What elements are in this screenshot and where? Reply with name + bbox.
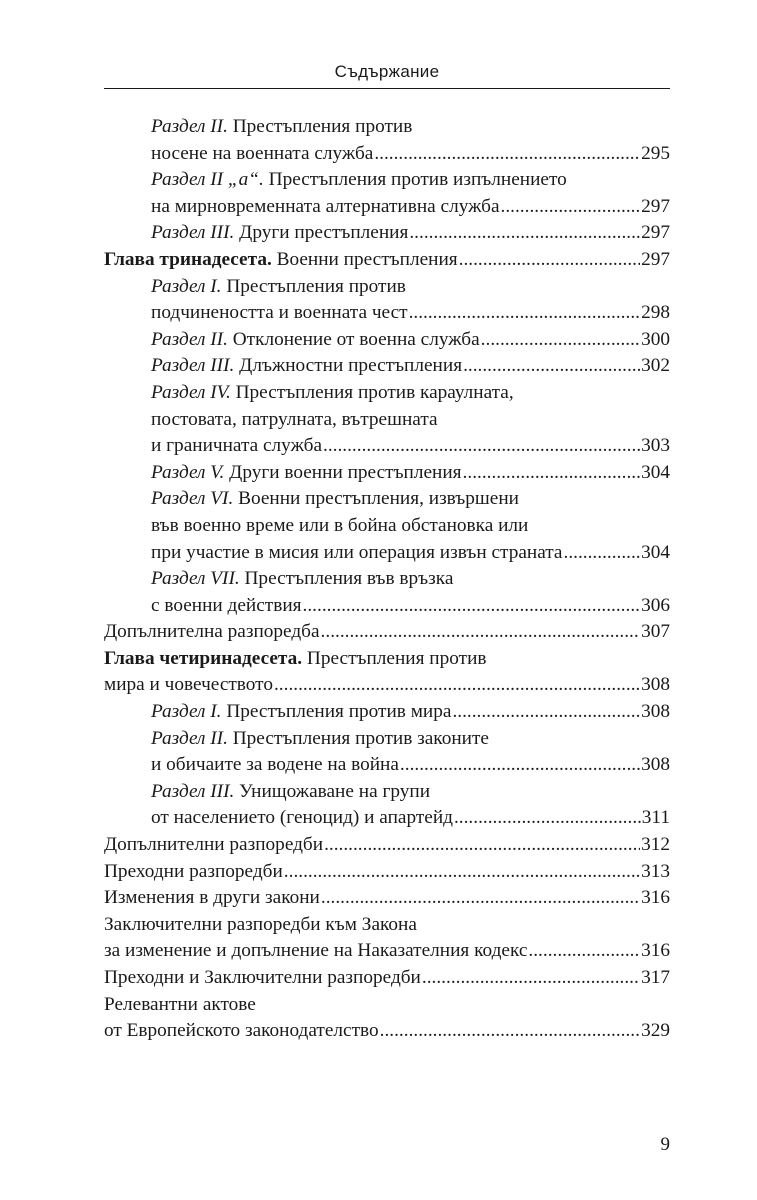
- header-rule: [104, 88, 670, 89]
- toc-page-number: 308: [641, 701, 670, 723]
- toc-entry-text: [151, 327, 480, 354]
- toc-entry: [104, 433, 670, 460]
- dot-leader: [463, 460, 641, 487]
- toc-entry-text: [151, 726, 489, 753]
- toc-entry-title: Допълнителни разпоредби: [104, 834, 324, 856]
- toc-entry: [104, 353, 670, 380]
- toc-page-number: 302: [641, 355, 670, 377]
- toc-entry-text: [151, 460, 462, 487]
- toc-entry: [104, 672, 670, 699]
- toc-entry-text: [104, 619, 320, 646]
- dot-leader: [481, 327, 640, 354]
- toc-entry-text: [151, 752, 399, 779]
- toc-entry-text: [104, 938, 527, 965]
- toc-entry-text: [104, 672, 273, 699]
- toc-entry: [104, 593, 670, 620]
- toc-entry: [104, 938, 670, 965]
- toc-entry: [104, 805, 670, 832]
- section-label: Раздел II.: [151, 328, 228, 350]
- section-label: Раздел VI.: [151, 488, 234, 510]
- toc-entry: [104, 327, 670, 354]
- toc-page-number: 300: [641, 328, 670, 350]
- toc-page-number: 298: [641, 302, 670, 324]
- dot-leader: [321, 885, 640, 912]
- dot-leader: [422, 965, 640, 992]
- toc-entry-text: [104, 965, 421, 992]
- dot-leader: [463, 353, 640, 380]
- toc-entry-title: Престъпления против: [221, 275, 406, 297]
- section-label: Раздел I.: [151, 275, 222, 297]
- toc-entry-title: Престъпления против: [227, 116, 413, 137]
- toc-entry: [104, 513, 670, 540]
- dot-leader: [454, 805, 641, 832]
- toc-entry-title: при участие в мисия или операция извън страната: [151, 541, 563, 563]
- toc-entry-text: [151, 274, 406, 301]
- toc-entry-title: Други военни престъпления: [224, 461, 462, 483]
- toc-entry: [104, 380, 670, 407]
- toc-entry: [104, 300, 670, 327]
- dot-leader: [400, 752, 640, 779]
- toc-entry-title: подчинеността и военната чест: [151, 302, 408, 324]
- toc-entry: [104, 859, 670, 886]
- toc-entry: [104, 885, 670, 912]
- toc-entry-title: от населението (геноцид) и апартейд: [151, 807, 453, 829]
- dot-leader: [374, 141, 640, 168]
- toc-entry: [104, 619, 670, 646]
- section-label: Раздел II.: [151, 727, 228, 749]
- toc-page-number: 306: [641, 594, 670, 616]
- toc-entry: [104, 407, 670, 434]
- dot-leader: [324, 832, 640, 859]
- toc-entry-text: [151, 407, 438, 434]
- toc-page-number: 313: [641, 860, 670, 882]
- toc-entry-text: [151, 167, 567, 194]
- chapter-label: Глава тринадесета.: [104, 248, 272, 270]
- running-header: Съдържание: [334, 62, 440, 81]
- toc-entry: [104, 566, 670, 593]
- toc-entry-title: Допълнителна разпоредба: [104, 621, 320, 643]
- chapter-label: Глава четиринадесета.: [104, 647, 303, 669]
- dot-leader: [409, 300, 641, 327]
- toc-page-number: 316: [641, 940, 670, 962]
- toc-entry-title: за изменение и допълнение на Наказателния кодекс: [104, 940, 528, 962]
- toc-entry-text: [104, 992, 256, 1019]
- toc-entry-title: Длъжностни престъпления: [234, 355, 463, 377]
- toc-entry-title: Престъпления във връзка: [239, 568, 454, 590]
- toc-entry-title: с военни действия: [151, 594, 302, 616]
- toc-entry: [104, 194, 670, 221]
- dot-leader: [380, 1018, 640, 1045]
- toc-page-number: 312: [641, 834, 670, 856]
- toc-entry: [104, 274, 670, 301]
- toc-entry: [104, 965, 670, 992]
- toc-entry: [104, 220, 670, 247]
- section-label: Раздел II.: [151, 116, 228, 137]
- toc-entry-title: и обичаите за водене на война: [151, 754, 399, 776]
- toc-entry-title: Военни престъпления: [271, 248, 458, 270]
- dot-leader: [501, 194, 641, 221]
- toc-entry-text: [104, 1018, 379, 1045]
- toc-entry-text: [151, 114, 412, 141]
- toc-entry-text: [151, 805, 453, 832]
- toc-entry-title: Заключителни разпоредби към Закона: [104, 913, 417, 935]
- toc-entry-text: [151, 513, 528, 540]
- dot-leader: [409, 220, 640, 247]
- toc-entry-title: Престъпления против изпълнението: [263, 169, 567, 191]
- toc-entry: [104, 247, 670, 274]
- toc-entry-title: Отклонение от военна служба: [227, 328, 480, 350]
- section-label: Раздел III.: [151, 355, 235, 377]
- toc-entry: [104, 752, 670, 779]
- toc-entry-title: и граничната служба: [151, 435, 322, 457]
- toc-entry: [104, 540, 670, 567]
- toc-entry-text: [151, 380, 514, 407]
- section-label: Раздел I.: [151, 701, 222, 723]
- toc-page-number: 304: [641, 541, 670, 563]
- toc-entry-text: [104, 832, 323, 859]
- toc-page-number: 303: [641, 435, 670, 457]
- section-label: Раздел V.: [151, 461, 225, 483]
- toc-entry-title: от Европейското законодателство: [104, 1020, 379, 1042]
- toc-entry-title: във военно време или в бойна обстановка или: [151, 514, 529, 536]
- toc-entry-title: Релевантни актове: [104, 993, 256, 1015]
- toc-entry: [104, 114, 670, 141]
- page-number: 9: [660, 1134, 670, 1155]
- toc-entry-title: мира и човечеството: [104, 674, 273, 696]
- toc-entry-text: [151, 194, 500, 221]
- toc-page-number: 304: [641, 461, 670, 483]
- toc-page-number: 308: [641, 674, 670, 696]
- toc-entry-text: [151, 220, 408, 247]
- toc-entry-text: [151, 486, 519, 513]
- toc-entry-text: [151, 699, 451, 726]
- toc-page-number: 297: [641, 222, 670, 244]
- toc-page-number: 311: [641, 807, 670, 829]
- dot-leader: [564, 540, 641, 567]
- toc-entry-title: Престъпления против законите: [227, 727, 489, 749]
- dot-leader: [321, 619, 641, 646]
- dot-leader: [459, 247, 640, 274]
- dot-leader: [284, 859, 640, 886]
- dot-leader: [452, 699, 640, 726]
- toc-entry: [104, 460, 670, 487]
- toc-entry-text: [151, 540, 563, 567]
- toc-entry-title: Други престъпления: [234, 222, 409, 244]
- toc-entry: [104, 167, 670, 194]
- toc-entry-text: [151, 353, 462, 380]
- toc-entry-title: Военни престъпления, извършени: [233, 488, 519, 510]
- toc-entry-text: [104, 247, 458, 274]
- toc-entry-text: [151, 566, 453, 593]
- section-label: Раздел VII.: [151, 568, 240, 590]
- toc-entry-text: [151, 433, 322, 460]
- toc-entry-title: Изменения в други закони: [104, 887, 320, 909]
- toc-entry-title: Преходни разпоредби: [104, 860, 283, 882]
- table-of-contents: [104, 114, 670, 1045]
- toc-entry-title: Престъпления против мира: [221, 701, 452, 723]
- section-label: Раздел IV.: [151, 381, 231, 403]
- toc-entry-title: Преходни и Заключителни разпоредби: [104, 967, 421, 988]
- dot-leader: [323, 433, 640, 460]
- toc-page-number: 316: [641, 887, 670, 909]
- toc-page-number: 297: [641, 248, 670, 270]
- toc-entry: [104, 912, 670, 939]
- toc-entry-title: Престъпления против: [302, 647, 487, 669]
- toc-entry-text: [151, 300, 408, 327]
- toc-entry-text: [151, 779, 430, 806]
- toc-entry-text: [151, 141, 373, 168]
- toc-entry: [104, 1018, 670, 1045]
- toc-entry-text: [151, 593, 302, 620]
- toc-entry-text: [104, 859, 283, 886]
- dot-leader: [303, 593, 641, 620]
- toc-entry-title: на мирновременната алтернативна служба: [151, 195, 500, 217]
- toc-entry: [104, 726, 670, 753]
- toc-page-number: 297: [641, 195, 670, 217]
- toc-entry: [104, 646, 670, 673]
- toc-entry-text: [104, 885, 320, 912]
- toc-entry: [104, 486, 670, 513]
- toc-page-number: 308: [641, 754, 670, 776]
- toc-entry: [104, 699, 670, 726]
- section-label: Раздел II „а“.: [151, 169, 264, 191]
- toc-entry: [104, 141, 670, 168]
- dot-leader: [274, 672, 640, 699]
- dot-leader: [528, 938, 640, 965]
- section-label: Раздел III.: [151, 222, 235, 244]
- toc-page-number: 329: [641, 1020, 670, 1042]
- toc-entry: [104, 779, 670, 806]
- toc-entry-title: постовата, патрулната, вътрешната: [151, 408, 438, 430]
- toc-page-number: 295: [641, 142, 670, 164]
- toc-entry-title: Унищожаване на групи: [234, 780, 431, 802]
- toc-entry-title: носене на военната служба: [151, 142, 374, 164]
- toc-entry: [104, 832, 670, 859]
- toc-page-number: 307: [641, 621, 670, 643]
- toc-entry-text: [104, 646, 487, 673]
- toc-entry-text: [104, 912, 417, 939]
- toc-entry: [104, 992, 670, 1019]
- toc-entry-title: Престъпления против караулната,: [230, 381, 514, 403]
- toc-page-number: 317: [641, 967, 670, 988]
- section-label: Раздел III.: [151, 780, 235, 802]
